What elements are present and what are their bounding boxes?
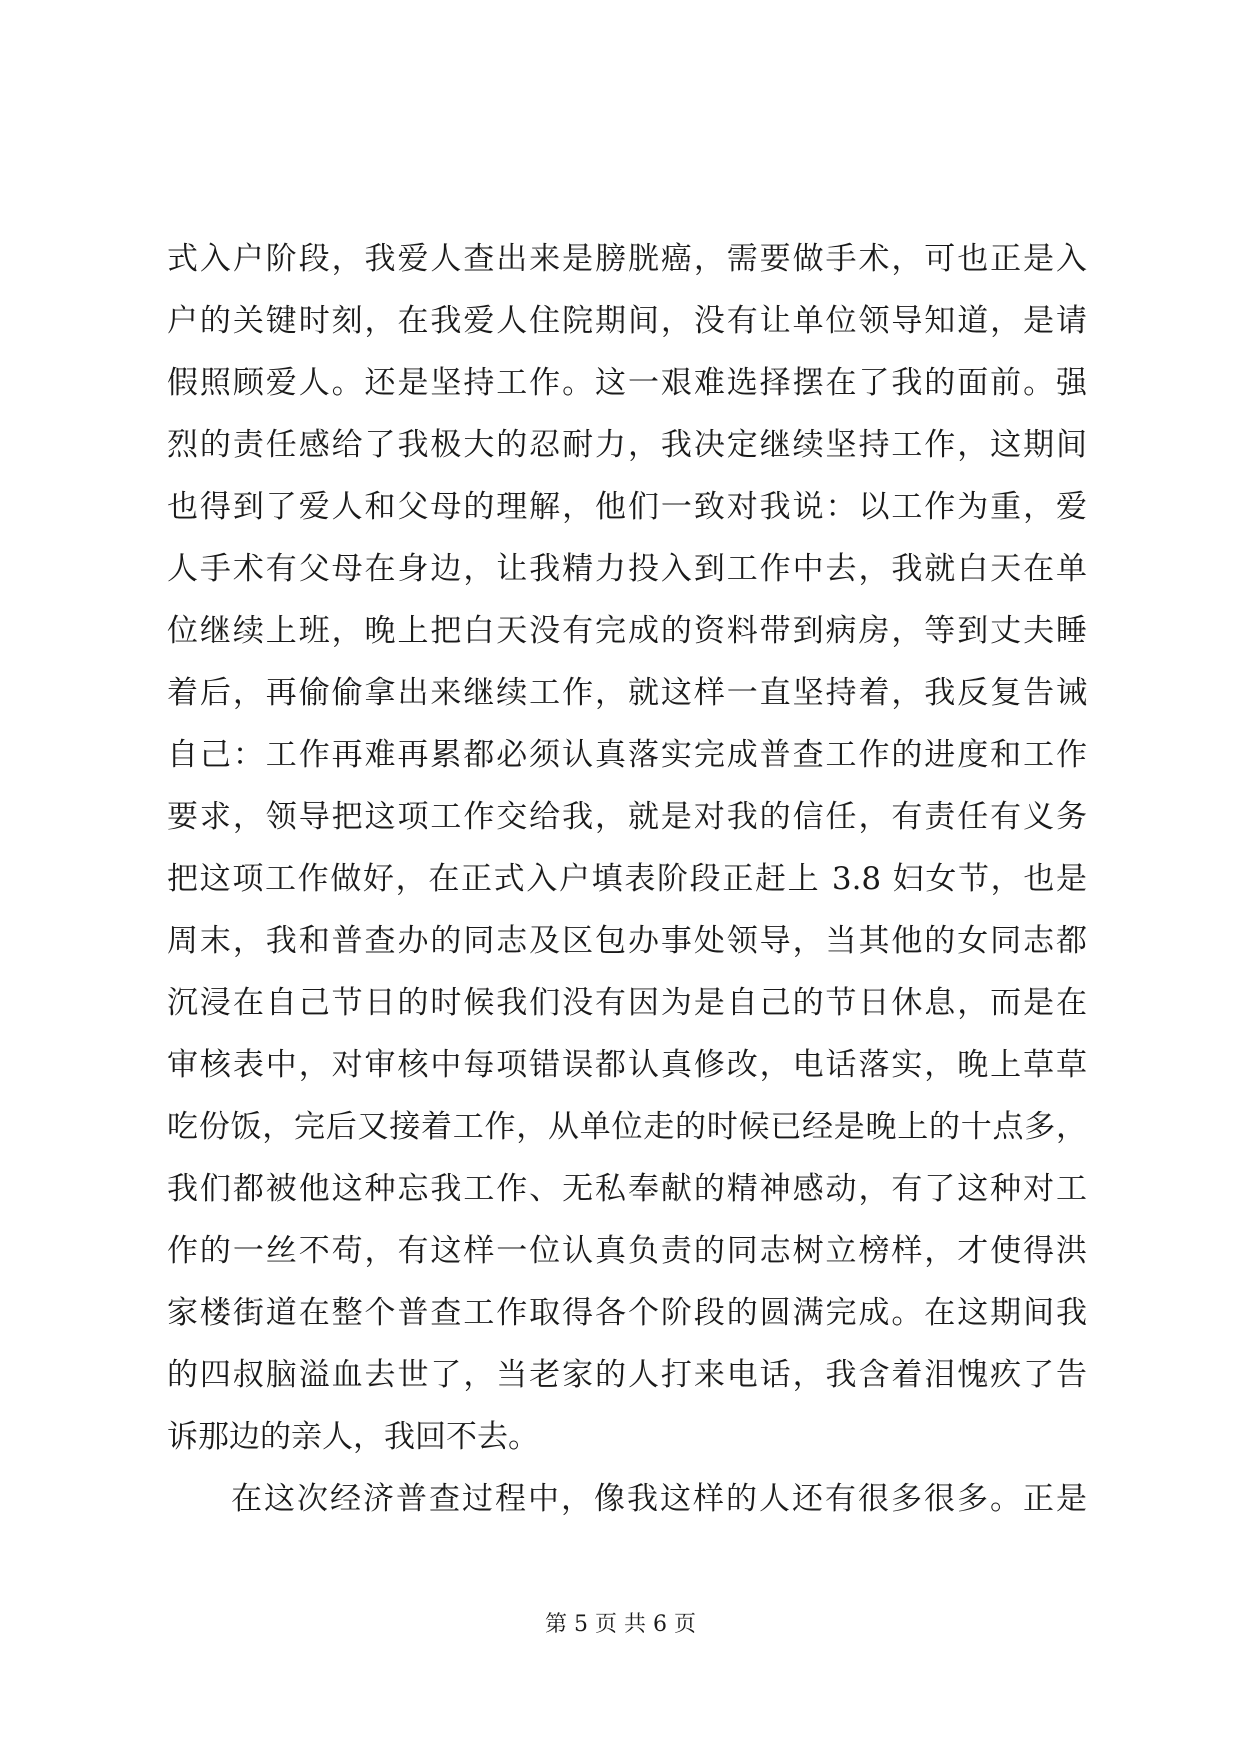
body-text [167, 228, 1087, 1530]
text-line: 的四叔脑溢血去世了，当老家的人打来电话，我含着泪愧疚了告 [167, 1357, 1087, 1393]
text-line: 户的关键时刻，在我爱人住院期间，没有让单位领导知道，是请 [167, 303, 1087, 339]
text-line: 烈的责任感给了我极大的忍耐力，我决定继续坚持工作，这期间 [167, 427, 1087, 463]
paragraph-start-line: 在这次经济普查过程中，像我这样的人还有很多很多。正是 [231, 1481, 1087, 1517]
text-line: 我们都被他这种忘我工作、无私奉献的精神感动，有了这种对工 [167, 1171, 1087, 1207]
text-line: 式入户阶段，我爱人查出来是膀胱癌，需要做手术，可也正是入 [167, 241, 1087, 277]
text-line: 自己：工作再难再累都必须认真落实完成普查工作的进度和工作 [167, 737, 1087, 773]
text-line: 把这项工作做好，在正式入户填表阶段正赶上 3.8 妇女节，也是 [167, 861, 1087, 897]
text-line: 沉浸在自己节日的时候我们没有因为是自己的节日休息，而是在 [167, 985, 1087, 1021]
text-line: 假照顾爱人。还是坚持工作。这一艰难选择摆在了我的面前。强 [167, 365, 1087, 401]
text-line: 周末，我和普查办的同志及区包办事处领导，当其他的女同志都 [167, 923, 1087, 959]
text-line: 着后，再偷偷拿出来继续工作，就这样一直坚持着，我反复告诫 [167, 675, 1087, 711]
text-line: 要求，领导把这项工作交给我，就是对我的信任，有责任有义务 [167, 799, 1087, 835]
text-line: 家楼街道在整个普查工作取得各个阶段的圆满完成。在这期间我 [167, 1295, 1087, 1331]
text-line: 诉那边的亲人，我回不去。 [167, 1419, 539, 1455]
text-line: 位继续上班，晚上把白天没有完成的资料带到病房，等到丈夫睡 [167, 613, 1087, 649]
text-line: 审核表中，对审核中每项错误都认真修改，电话落实，晚上草草 [167, 1047, 1087, 1083]
text-line: 作的一丝不苟，有这样一位认真负责的同志树立榜样，才使得洪 [167, 1233, 1087, 1269]
text-line: 人手术有父母在身边，让我精力投入到工作中去，我就白天在单 [167, 551, 1087, 587]
text-line: 也得到了爱人和父母的理解，他们一致对我说：以工作为重，爱 [167, 489, 1087, 525]
page-number-label: 第 5 页 共 6 页 [545, 1612, 696, 1637]
page-footer [0, 1610, 1241, 1640]
text-line: 吃份饭，完后又接着工作，从单位走的时候已经是晚上的十点多， [167, 1109, 1087, 1145]
